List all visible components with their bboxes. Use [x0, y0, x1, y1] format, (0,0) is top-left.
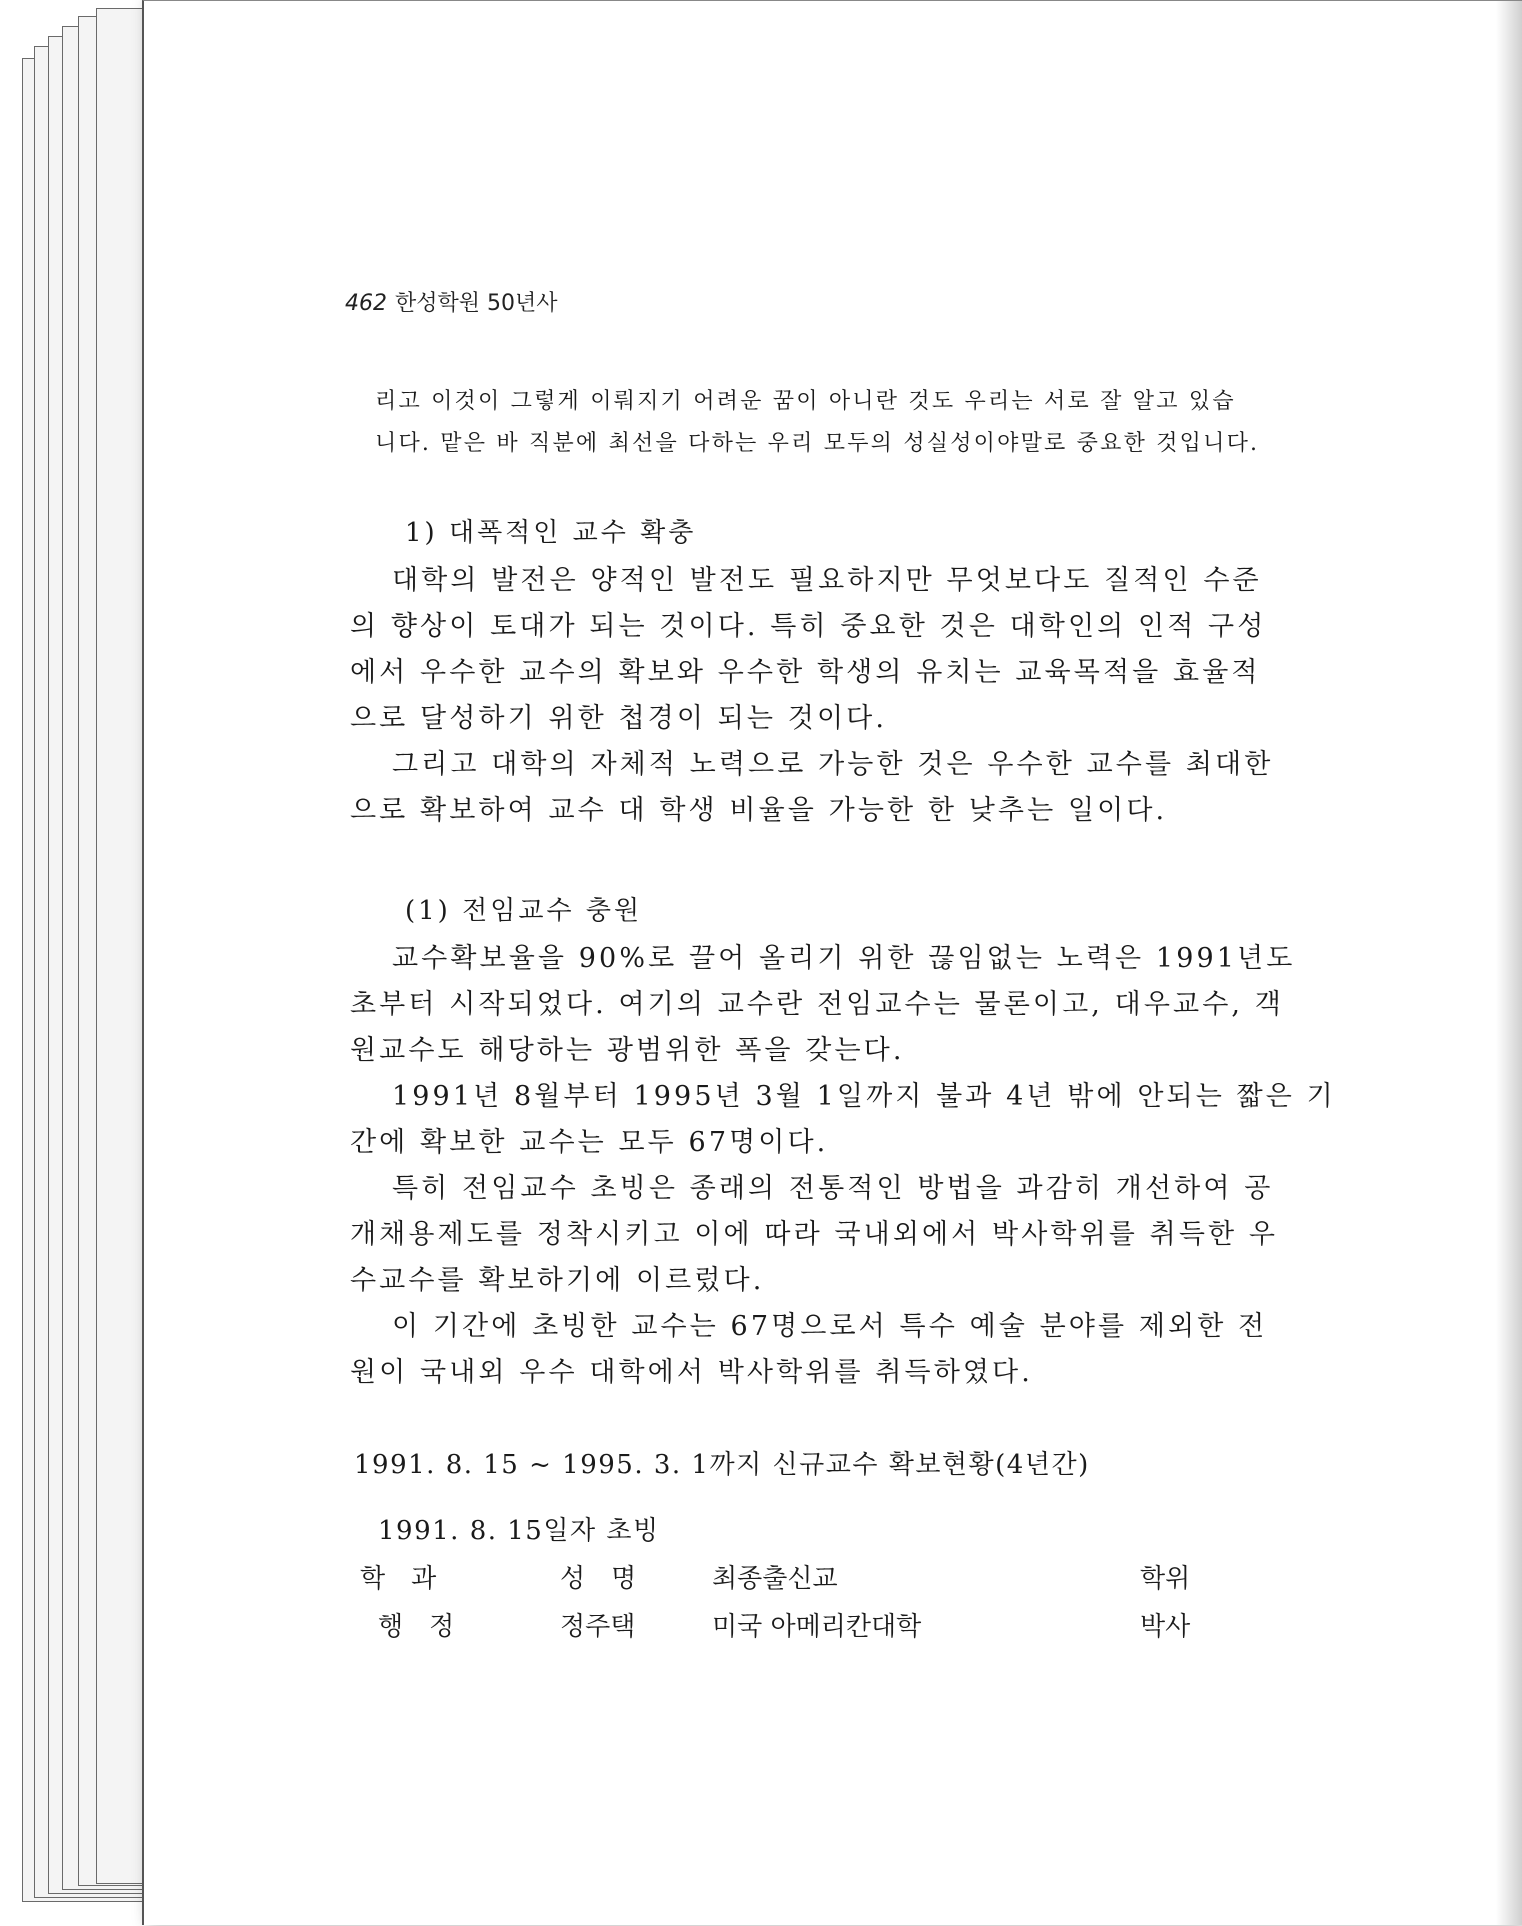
book-title: 한성학원 50년사: [395, 291, 558, 316]
paragraph-line: 으로 달성하기 위한 첩경이 되는 것이다.: [350, 703, 888, 734]
cell-department: 행 정: [378, 1612, 455, 1642]
running-header: [345, 286, 558, 317]
paragraph-line: 초부터 시작되었다. 여기의 교수란 전임교수는 물론이고, 대우교수, 객: [350, 989, 1284, 1020]
cell-school: 미국 아메리칸대학: [712, 1612, 922, 1642]
cell-name: 정주택: [560, 1612, 636, 1642]
paragraph-line: 그리고 대학의 자체적 노력으로 가능한 것은 우수한 교수를 최대한: [392, 749, 1274, 780]
paragraph-line: 대학의 발전은 양적인 발전도 필요하지만 무엇보다도 질적인 수준: [392, 565, 1262, 596]
paragraph-line: 에서 우수한 교수의 확보와 우수한 학생의 유치는 교육목적을 효율적: [350, 657, 1261, 688]
paragraph-line: 간에 확보한 교수는 모두 67명이다.: [350, 1127, 829, 1158]
paragraph-line: 수교수를 확보하기에 이르렀다.: [350, 1265, 765, 1296]
section-heading: (1) 전임교수 충원: [405, 896, 643, 926]
paragraph-line: 1991년 8월부터 1995년 3월 1일까지 불과 4년 밖에 안되는 짧은 기: [392, 1081, 1336, 1112]
paragraph-line: 으로 확보하여 교수 대 학생 비율을 가능한 한 낮추는 일이다.: [350, 795, 1168, 826]
cell-degree: 박사: [1140, 1612, 1191, 1642]
page-number: 462: [345, 291, 387, 316]
column-header-degree: 학위: [1140, 1564, 1191, 1594]
paragraph-line: 교수확보율을 90%로 끌어 올리기 위한 끊임없는 노력은 1991년도: [392, 943, 1296, 974]
paragraph-line: 의 향상이 토대가 되는 것이다. 특히 중요한 것은 대학인의 인적 구성: [350, 611, 1267, 642]
summary-title: 1991. 8. 15 ~ 1995. 3. 1까지 신규교수 확보현황(4년간): [354, 1450, 1090, 1480]
paragraph-line: 원교수도 해당하는 광범위한 폭을 갖는다.: [350, 1035, 905, 1066]
intro-line: 니다. 맡은 바 직분에 최선을 다하는 우리 모두의 성실성이야말로 중요한 것입니다.: [375, 431, 1260, 456]
paragraph-line: 특히 전임교수 초빙은 종래의 전통적인 방법을 과감히 개선하여 공: [392, 1173, 1274, 1204]
paragraph-line: 원이 국내외 우수 대학에서 박사학위를 취득하였다.: [350, 1357, 1033, 1388]
column-header-name: 성 명: [560, 1564, 637, 1594]
intro-line: 리고 이것이 그렇게 이뤄지기 어려운 꿈이 아니란 것도 우리는 서로 잘 알고 있습: [375, 389, 1236, 414]
section-heading: 1) 대폭적인 교수 확충: [405, 518, 697, 548]
table-caption: 1991. 8. 15일자 초빙: [378, 1516, 660, 1546]
paragraph-line: 개채용제도를 정착시키고 이에 따라 국내외에서 박사학위를 취득한 우: [350, 1219, 1279, 1250]
column-header-department: 학 과: [360, 1564, 437, 1594]
paragraph-line: 이 기간에 초빙한 교수는 67명으로서 특수 예술 분야를 제외한 전: [392, 1311, 1268, 1342]
page-edge-shadow: [1496, 1, 1522, 1925]
column-header-school: 최종출신교: [712, 1564, 838, 1594]
